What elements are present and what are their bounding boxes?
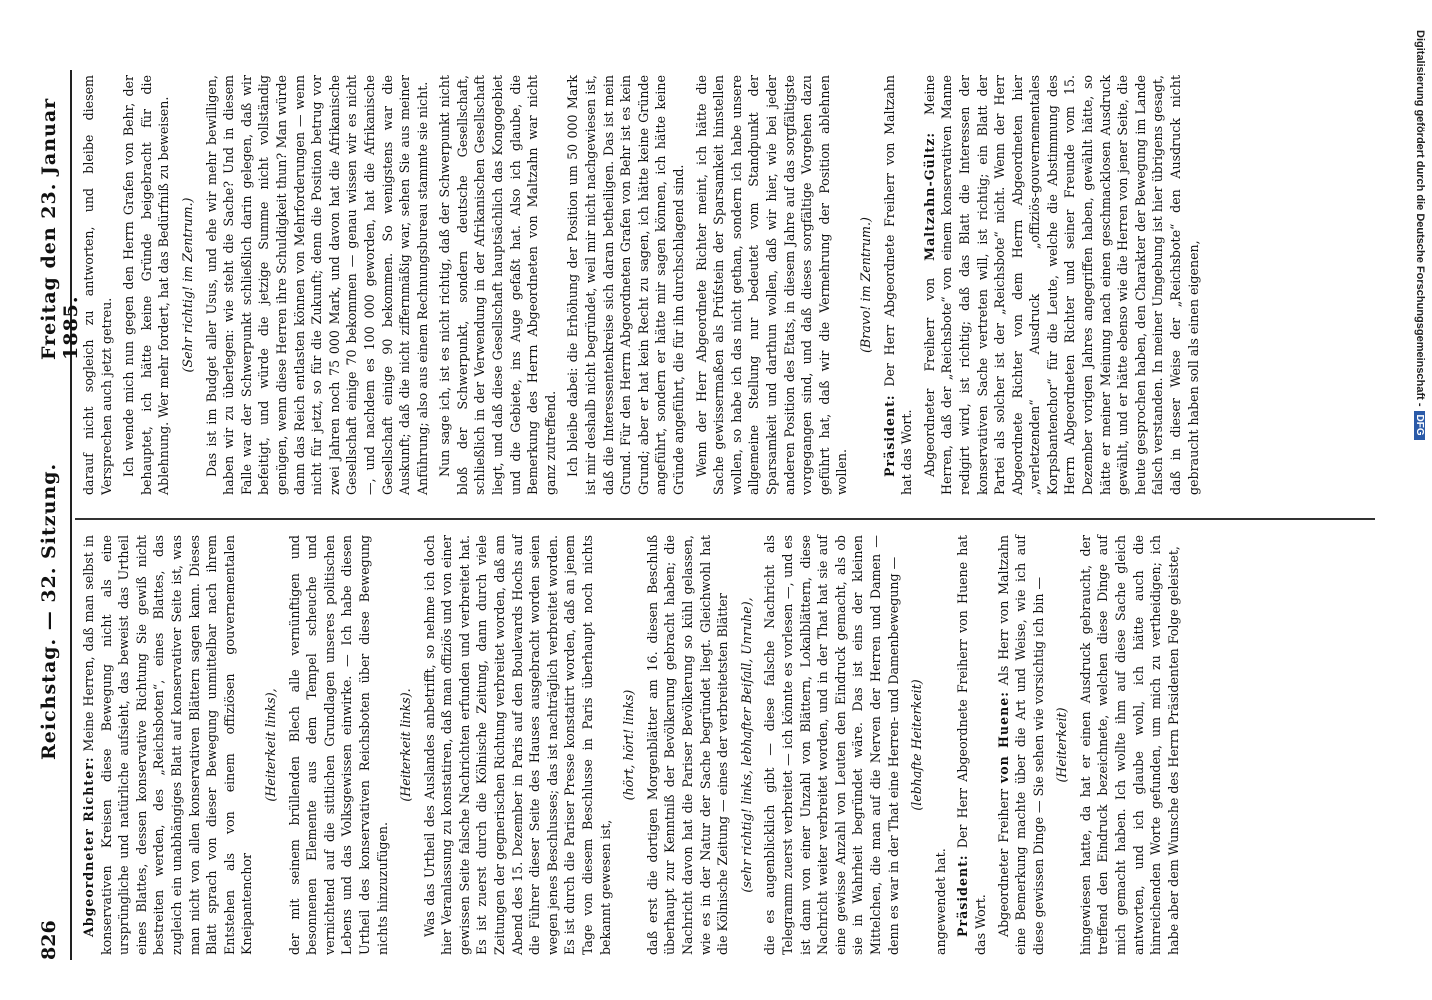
paragraph: Nun sage ich, ist es nicht richtig, daß der Schwerpunkt nicht bloß der Schwerpunkt, sondern deutsche Gesellschaft, schließlich in der Verwendung in der Afrikanischen Gesellschaft liegt, und daß diese Gesellschaft hauptsächlich das Kongogebiet und die Gebiete, ins Auge gefaßt hat. Also ich glaube, die Bemerkung des Herrn Abgeordneten von Maltzahn war nicht ganz zutreffend. xyxy=(437,75,558,495)
reaction: (Heiterkeit links), xyxy=(262,688,278,802)
digitization-note xyxy=(1406,30,1426,970)
session-date: Freitag den 23. Januar 1885. xyxy=(38,97,82,360)
funding-note: Digitalisierung gefördert durch die Deutsche Forschungsgemeinschaft - xyxy=(1414,30,1426,407)
reaction: (hört, hört! links) xyxy=(621,689,637,801)
paragraph-text: Der Herr Abgeordnete Freiherr von Maltzahn hat das Wort. xyxy=(881,75,915,495)
reaction: (Sehr richtig! im Zentrum.) xyxy=(179,197,195,373)
paragraph: Wenn der Herr Abgeordnete Richter meint, ich hätte die Sache gewissermaßen als Prüfstein der Sparsamkeit hinstellen wollen, so habe ich das nicht gethan, sondern ich habe unsere allgemeine Stellung nur bedeutet vom Standpunkt der Sparsamkeit und darthun wollen, daß wir hier, wie bei jeder anderen Position des Etats, in diesem Jahre auf das sorgfältigste vorgegangen sind, und daß dieses sorgfältige Vorgehen dazu geführt hat, daß wir die Vermehrung der Position ablehnen wollen. xyxy=(693,75,850,495)
paragraph: hingewiesen hatte, da hat er einen Ausdruck gebraucht, der treffend den Eindruck bezeichnete, welchen diese Dinge auf mich gemacht haben. Ich wollte ihm auf diese Sache gleich antworten, und ich glaube wohl, ich hätte auch die hinreichenden Worte gefunden, um mich zu vertheidigen; ich habe aber dem Wunsche des Herrn Präsidenten Folge geleistet, xyxy=(1077,535,1181,955)
paragraph-text: Abgeordneter Freiherr von xyxy=(921,277,937,477)
paragraph: Ich bleibe dabei: die Erhöhung der Position um 50 000 Mark ist mir deshalb nicht begründet, weil mir nicht nachgewiesen ist, daß die Interessentenkreise sich daran betheiligen. Das ist mein Grund. Für den Herrn Abgeordneten Grafen von Behr ist es kein Grund; aber er hat kein Recht zu sagen, ich hätte keine Gründe angeführt, sondern er hätte mir sagen können, ich hätte keine Gründe angeführt, die für ihn durchschlagend sind. xyxy=(565,75,686,495)
paragraph xyxy=(80,535,256,955)
president-label: Präsident: xyxy=(881,394,897,477)
paragraph: Was das Urtheil des Auslandes anbetrifft, so nehme ich doch hier Veranlassung zu konstatiren, daß man offiziös und von einer gewissen Seite falsche Nachrichten erfunden und verbreitet hat. Es ist zuerst durch die Kölnische Zeitung, dann durch viele Zeitungen der gegnerischen Richtung verbreitet worden, daß am Abend des 15. Dezember in Paris auf den Boulevards Hochs auf die Führer dieser Seite des Hauses ausgebracht worden seien wegen jenes Beschlusses; das ist nachträglich verbreitet worden. Es ist durch die Pariser Presse konstatirt worden, daß an jenem Tage von diesem Beschlusse in Paris überhaupt noch nichts bekannt gewesen ist, xyxy=(421,535,613,955)
paragraph xyxy=(881,75,916,495)
session-title: Reichstag. — 32. Sitzung. xyxy=(38,462,60,760)
reaction: (Heiterkeit) xyxy=(1054,707,1070,783)
page-header xyxy=(30,70,82,960)
paragraph: der mit seinem brüllenden Blech alle vernünftigen und besonnenen Elemente aus dem Tempel scheuche und vernichtend auf die sittlichen Grundlagen unseres politischen Lebens und das Volksgewissen einwirke. — Ich habe diesen Urtheil des konservativen Reichsboten über diese Bewegung nichts hinzuzufügen. xyxy=(286,535,390,955)
paragraph: angewendet hat. xyxy=(932,848,948,955)
paragraph: Ich wende mich nun gegen den Herrn Grafen von Behr, der behauptet, ich hätte keine Gründe beigebracht für die Ablehnung. Wer mehr fordert, hat das Bedürfniß zu beweisen. xyxy=(121,75,172,495)
right-column xyxy=(80,75,1207,495)
reaction: (Bravo! im Zentrum.) xyxy=(857,217,873,353)
paragraph: daß erst die dortigen Morgenblätter am 16. diesen Beschluß überhaupt zur Kenntniß der Bevölkerung gebracht haben; die Nachricht davon hat die Pariser Bevölkerung so kühl gelassen, wie es in der Natur der Sache begründet liegt. Gleichwohl hat die Kölnische Zeitung — eines der verbreitetsten Blätter xyxy=(644,535,731,955)
paragraph-text: Meine Herren, daß der „Reichsbote“ von einem konservativen Manne redigirt wird, ist richtig; daß das Blatt die Interessen der konservativen Sache vertreten will, ist richtig; ein Blatt der Partei als solcher ist der „Reichsbote“ nicht. Wenn der Herr Abgeordnete Richter von dem Herrn Abgeordneten hier „verletzenden“ Ausdruck „offiziös-gouvernementales Korpsbantenchor“ für die Leute, welche die Abstimmung des Herrn Abgeordneten Richter und seiner Freunde vom 15. Dezember vorigen Jahres angegriffen haben, gewählt hätte, so hätte er meiner Meinung nach einen geschmacklosen Ausdruck gewählt, und er hätte ebenso wie die Herren von jener Seite, die heute gesprochen haben, den Charakter der Bewegung im Lande falsch verstanden. In meiner Umgebung ist hier übrigens gesagt, daß in dieser Weise der „Reichsbote“ den Ausdruck nicht gebraucht haben soll als einen eigenen, xyxy=(921,75,1201,495)
paragraph xyxy=(921,75,1203,495)
paragraph xyxy=(995,535,1048,955)
speaker-name: von Huene: xyxy=(995,691,1011,784)
digitization-note-text xyxy=(1406,30,1426,970)
paragraph xyxy=(954,535,989,955)
reaction: (Heiterkeit links). xyxy=(398,688,414,802)
paragraph: Das ist im Budget aller Usus, und ehe wir mehr bewilligen, haben wir zu überlegen: wie steht die Sache? Und in diesem Falle war der Schwerpunkt schließlich darin gelegen, daß wir befeitigt, und würde die jetzige Summe nicht vollständig genügen, wenn diese Herren ihre Schuldigkeit thun? Man würde dann das Reich entlasten können von Mehrforderungen — wenn nicht für jetzt, so für die Zukunft; denn die Position betrug vor zwei Jahren noch 75 000 Mark, und davon hat die Afrikanische Gesellschaft einige 70 bekommen — genau wissen wir es nicht —, und nachdem es 100 000 geworden, hat die Afrikanische Gesellschaft einige 90 bekommen. So wenigstens war die Auskunft; daß die nicht ziffernmäßig war, sehen Sie aus meiner Anführung; also aus einem Rechnungsbureau stammte sie nicht. xyxy=(203,75,430,495)
reaction: (lebhafte Heiterkeit) xyxy=(909,679,925,811)
paragraph: darauf nicht sogleich zu antworten, und bleibe diesem Versprechen auch jetzt getreu. xyxy=(81,75,114,495)
president-label: Präsident: xyxy=(955,854,971,937)
page-number: 826 xyxy=(38,920,60,960)
speaker-name: Abgeordneter Richter: xyxy=(81,756,96,937)
left-column xyxy=(80,535,1187,955)
reaction: (sehr richtig! links, lebhafter Beifall, Unruhe), xyxy=(738,597,754,893)
paragraph-text: Der Herr Abgeordnete Freiherr von Huene hat das Wort. xyxy=(955,535,988,955)
column-divider xyxy=(75,518,1375,520)
paragraph: die es augenblicklich gibt — diese falsche Nachricht als Telegramm zuerst verbreitet — ich könnte es vorlesen —, und es ist dann von einer Unzahl von Blättern, Lokalblättern, diese Nachricht weiter verbreitet worden, und in der That hat sie auf eine gewisse Anzahl von Leuten den Eindruck gemacht, als ob sie in Wahrheit begründet wäre. Das ist eins der kleinen Mittelchen, die man auf die Nerven der Herren und Damen — denn es war in der That eine Herren- und Damenbewegung — xyxy=(762,535,901,955)
paragraph-text: Als Herr von Maltzahn eine Bemerkung machte über die Art und Weise, wie ich auf diese gewissen Dinge — Sie sehen wie vorsichtig ich bin — xyxy=(995,535,1046,955)
dfg-badge: DFG xyxy=(1414,411,1425,440)
paragraph-text: Abgeordneter Freiherr xyxy=(995,788,1011,937)
speaker-name: Maltzahn-Gültz: xyxy=(921,131,937,261)
paragraph-text: Meine Herren, daß man selbst in konservativen Kreisen diese Bewegung nicht als eine ursprüngliche und natürliche aufsieht, das beweist das Urtheil eines Blattes, dessen konservative Richtung Sie gewiß nicht bestreiten werden, des „Reichsboten“, eines Blattes, das zugleich ein unabhängiges Blatt auf konservativer Seite ist, was man nicht von allen konservativen Blättern sagen kann. Dieses Blatt sprach von dieser Bewegung unmittelbar nach ihrem Entstehen als von einem offiziösen gouvernementalen Kneipantenchor xyxy=(81,535,255,955)
